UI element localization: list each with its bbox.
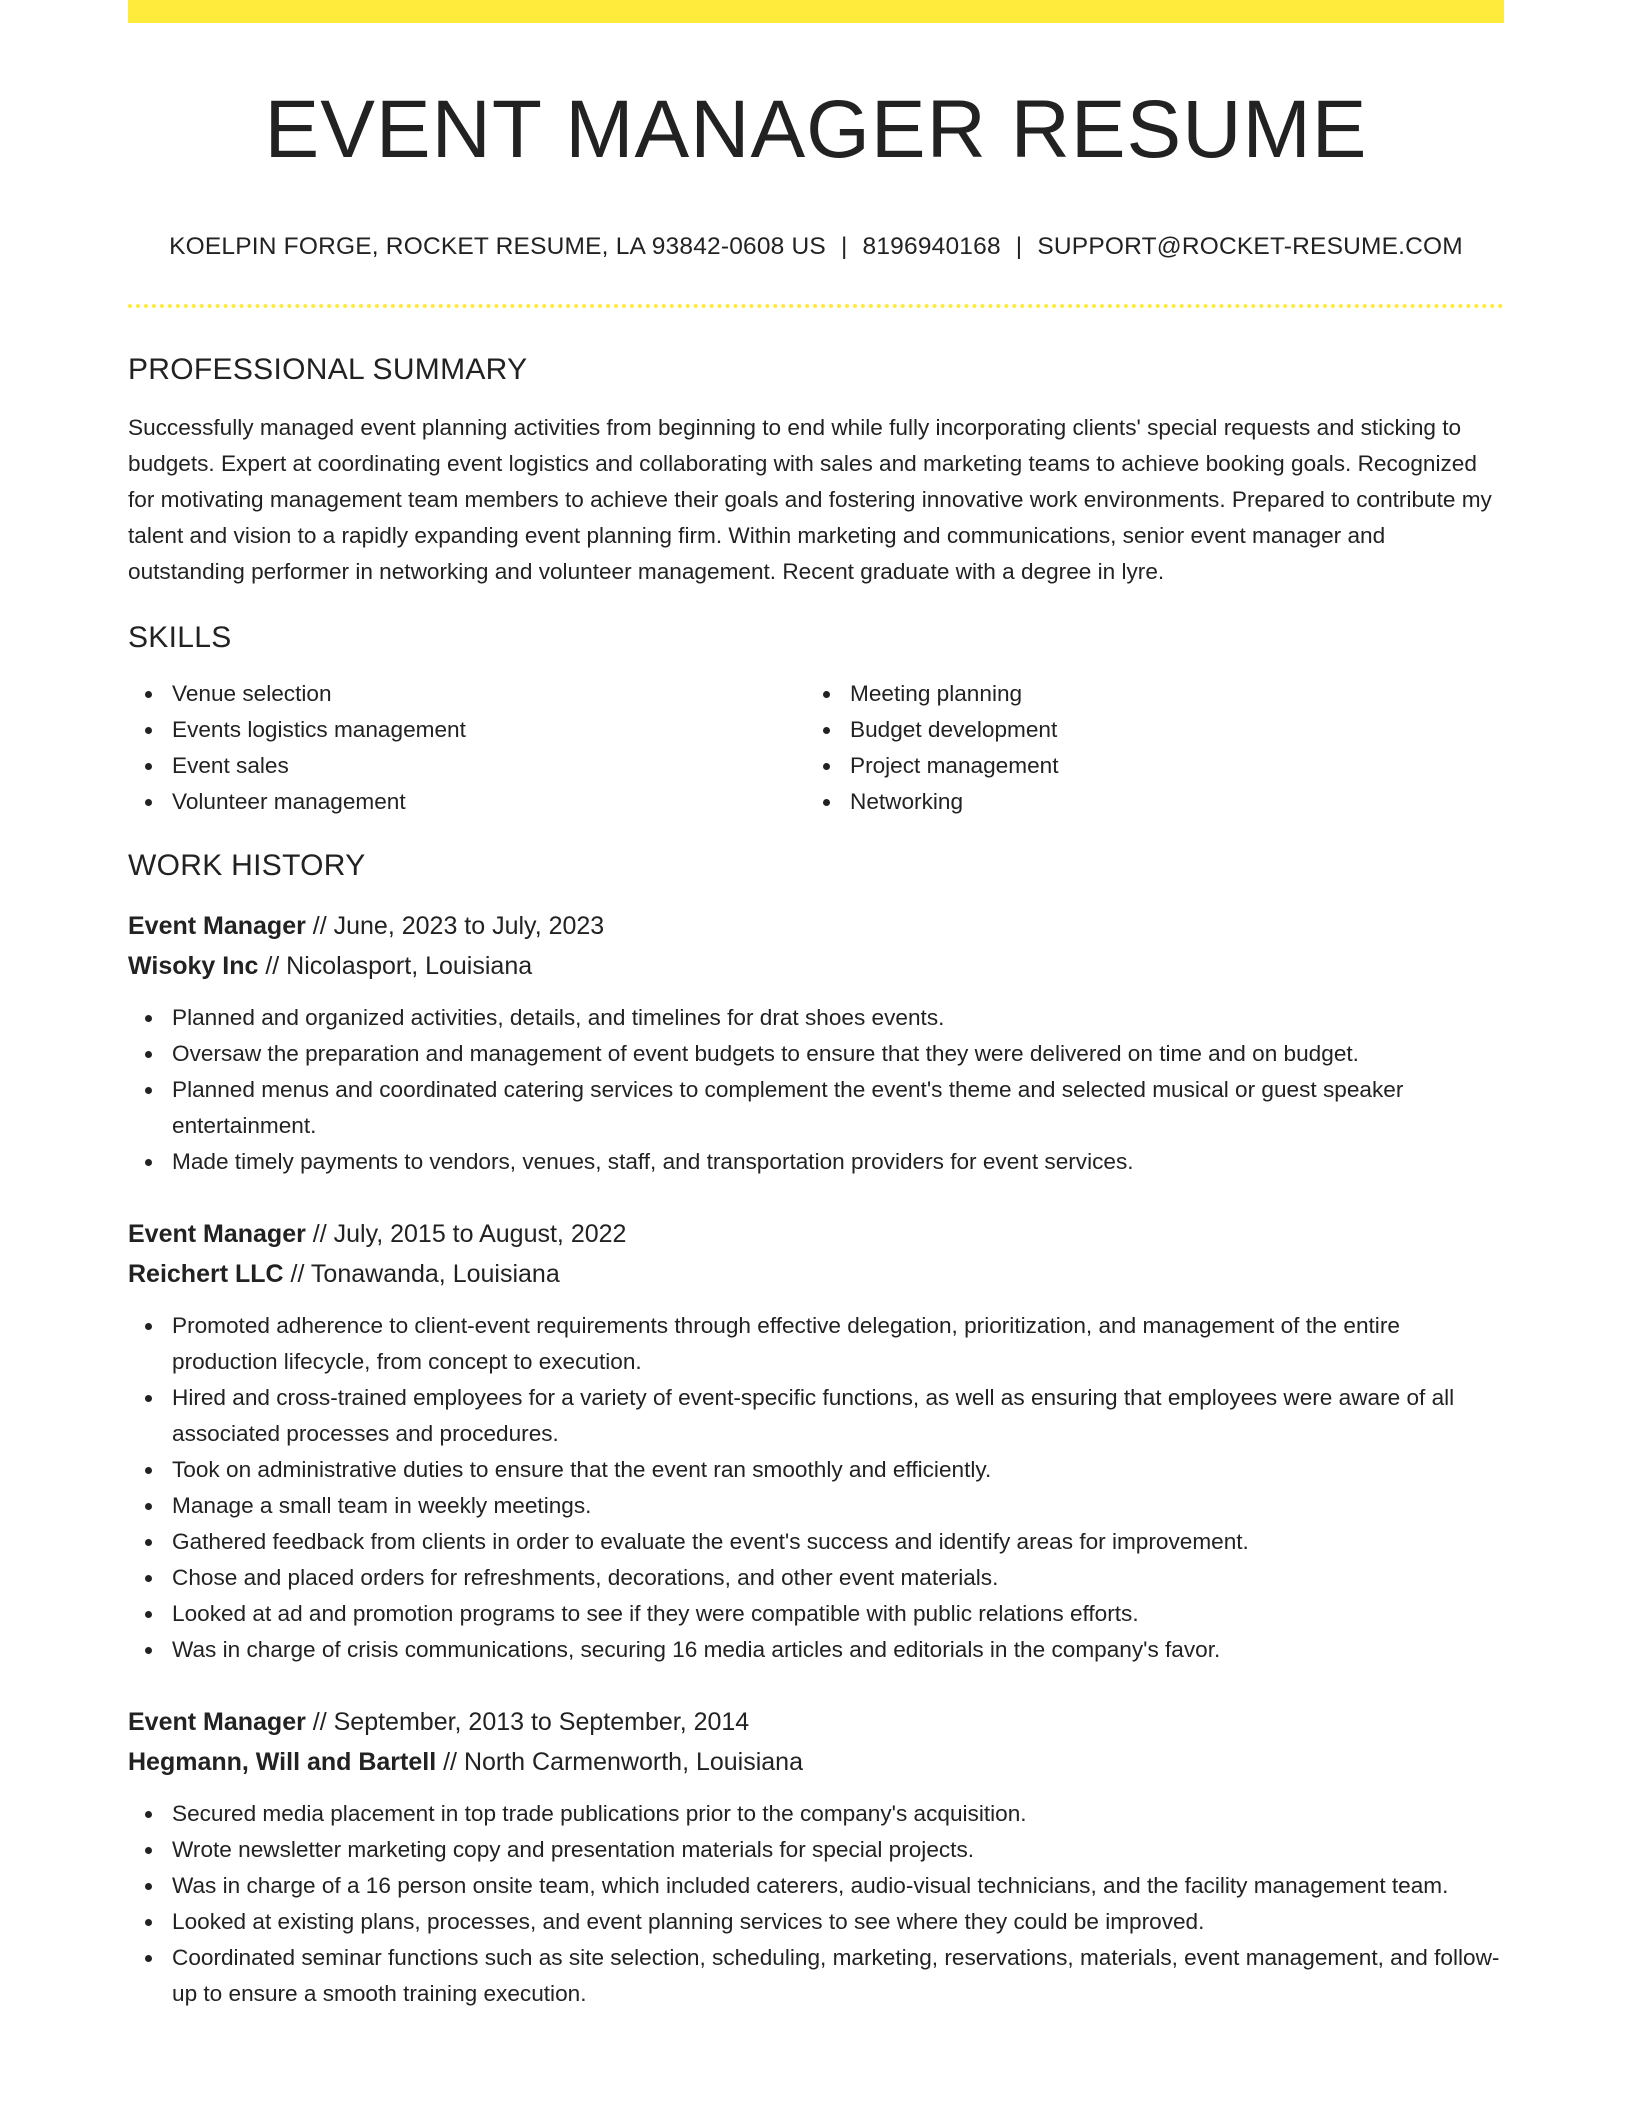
job-dates: // June, 2023 to July, 2023 bbox=[305, 912, 605, 940]
contact-separator: | bbox=[840, 233, 848, 260]
job-location: // Tonawanda, Louisiana bbox=[283, 1260, 560, 1288]
contact-address: KOELPIN FORGE, ROCKET RESUME, LA 93842-0608 US bbox=[169, 233, 826, 260]
skill-item: Events logistics management bbox=[128, 712, 806, 748]
job-title-line bbox=[128, 1702, 1504, 1742]
summary-text: Successfully managed event planning activities from beginning to end while fully incorporating clients' special requests and sticking to budgets. Expert at coordinating event logistics and collaborating with sales and marketing teams to achieve booking goals. Recognized for motivating management team members to achieve their goals and fostering innovative work environments. Prepared to contribute my talent and vision to a rapidly expanding event planning firm. Within marketing and communications, senior event manager and outstanding performer in networking and volunteer management. Recent graduate with a degree in lyre. bbox=[128, 415, 1492, 584]
duty-item: Hired and cross-trained employees for a variety of event-specific functions, as well as ensuring that employees were aware of all associated processes and procedures. bbox=[128, 1380, 1504, 1452]
job-company-line bbox=[128, 1742, 1504, 1782]
job-entry bbox=[128, 1702, 1504, 2012]
accent-top-bar bbox=[128, 0, 1504, 23]
duty-item: Manage a small team in weekly meetings. bbox=[128, 1488, 1504, 1524]
resume-page bbox=[128, 0, 1504, 2012]
skill-item: Venue selection bbox=[128, 676, 806, 712]
job-duties bbox=[128, 1308, 1504, 1668]
contact-phone: 8196940168 bbox=[862, 233, 1001, 260]
job-entry bbox=[128, 906, 1504, 1180]
job-role: Event Manager bbox=[128, 912, 306, 940]
job-company: Reichert LLC bbox=[128, 1260, 284, 1288]
duty-item: Secured media placement in top trade publications prior to the company's acquisition. bbox=[128, 1796, 1504, 1832]
contact-email: SUPPORT@ROCKET-RESUME.COM bbox=[1037, 233, 1463, 260]
job-company: Hegmann, Will and Bartell bbox=[128, 1748, 437, 1776]
job-duties bbox=[128, 1000, 1504, 1180]
skill-item: Budget development bbox=[806, 712, 1484, 748]
skill-item: Meeting planning bbox=[806, 676, 1484, 712]
job-title-line bbox=[128, 906, 1504, 946]
work-history-heading: WORK HISTORY bbox=[128, 849, 366, 882]
job-location: // Nicolasport, Louisiana bbox=[258, 952, 533, 980]
skills-grid bbox=[128, 676, 1504, 820]
duty-item: Looked at ad and promotion programs to see if they were compatible with public relations efforts. bbox=[128, 1596, 1504, 1632]
skill-item: Volunteer management bbox=[128, 784, 806, 820]
job-entry bbox=[128, 1214, 1504, 1668]
skills-column-left bbox=[128, 676, 806, 820]
skill-item: Project management bbox=[806, 748, 1484, 784]
duty-item: Planned menus and coordinated catering services to complement the event's theme and selected musical or guest speaker entertainment. bbox=[128, 1072, 1504, 1144]
job-company-line bbox=[128, 946, 1504, 986]
job-dates: // September, 2013 to September, 2014 bbox=[305, 1708, 750, 1736]
contact-line bbox=[128, 232, 1504, 262]
dotted-divider bbox=[128, 304, 1504, 308]
job-duties bbox=[128, 1796, 1504, 2012]
duty-item: Planned and organized activities, details, and timelines for drat shoes events. bbox=[128, 1000, 1504, 1036]
summary-heading: PROFESSIONAL SUMMARY bbox=[128, 353, 528, 386]
resume-title: EVENT MANAGER RESUME bbox=[264, 84, 1368, 175]
job-dates: // July, 2015 to August, 2022 bbox=[305, 1220, 627, 1248]
duty-item: Looked at existing plans, processes, and event planning services to see where they could be improved. bbox=[128, 1904, 1504, 1940]
job-title-line bbox=[128, 1214, 1504, 1254]
job-company: Wisoky Inc bbox=[128, 952, 259, 980]
duty-item: Gathered feedback from clients in order to evaluate the event's success and identify areas for improvement. bbox=[128, 1524, 1504, 1560]
duty-item: Took on administrative duties to ensure that the event ran smoothly and efficiently. bbox=[128, 1452, 1504, 1488]
duty-item: Chose and placed orders for refreshments, decorations, and other event materials. bbox=[128, 1560, 1504, 1596]
skills-heading: SKILLS bbox=[128, 621, 232, 654]
duty-item: Was in charge of crisis communications, securing 16 media articles and editorials in the company's favor. bbox=[128, 1632, 1504, 1668]
skill-item: Event sales bbox=[128, 748, 806, 784]
job-company-line bbox=[128, 1254, 1504, 1294]
duty-item: Promoted adherence to client-event requirements through effective delegation, prioritization, and management of the entire production lifecycle, from concept to execution. bbox=[128, 1308, 1504, 1380]
skills-column-right bbox=[806, 676, 1484, 820]
skill-item: Networking bbox=[806, 784, 1484, 820]
contact-separator: | bbox=[1015, 233, 1023, 260]
duty-item: Coordinated seminar functions such as site selection, scheduling, marketing, reservations, materials, event management, and follow-up to ensure a smooth training execution. bbox=[128, 1940, 1504, 2012]
duty-item: Made timely payments to vendors, venues, staff, and transportation providers for event services. bbox=[128, 1144, 1504, 1180]
duty-item: Oversaw the preparation and management of event budgets to ensure that they were delivered on time and on budget. bbox=[128, 1036, 1504, 1072]
job-location: // North Carmenworth, Louisiana bbox=[436, 1748, 803, 1776]
duty-item: Wrote newsletter marketing copy and presentation materials for special projects. bbox=[128, 1832, 1504, 1868]
duty-item: Was in charge of a 16 person onsite team, which included caterers, audio-visual technicians, and the facility management team. bbox=[128, 1868, 1504, 1904]
job-role: Event Manager bbox=[128, 1708, 306, 1736]
job-role: Event Manager bbox=[128, 1220, 306, 1248]
